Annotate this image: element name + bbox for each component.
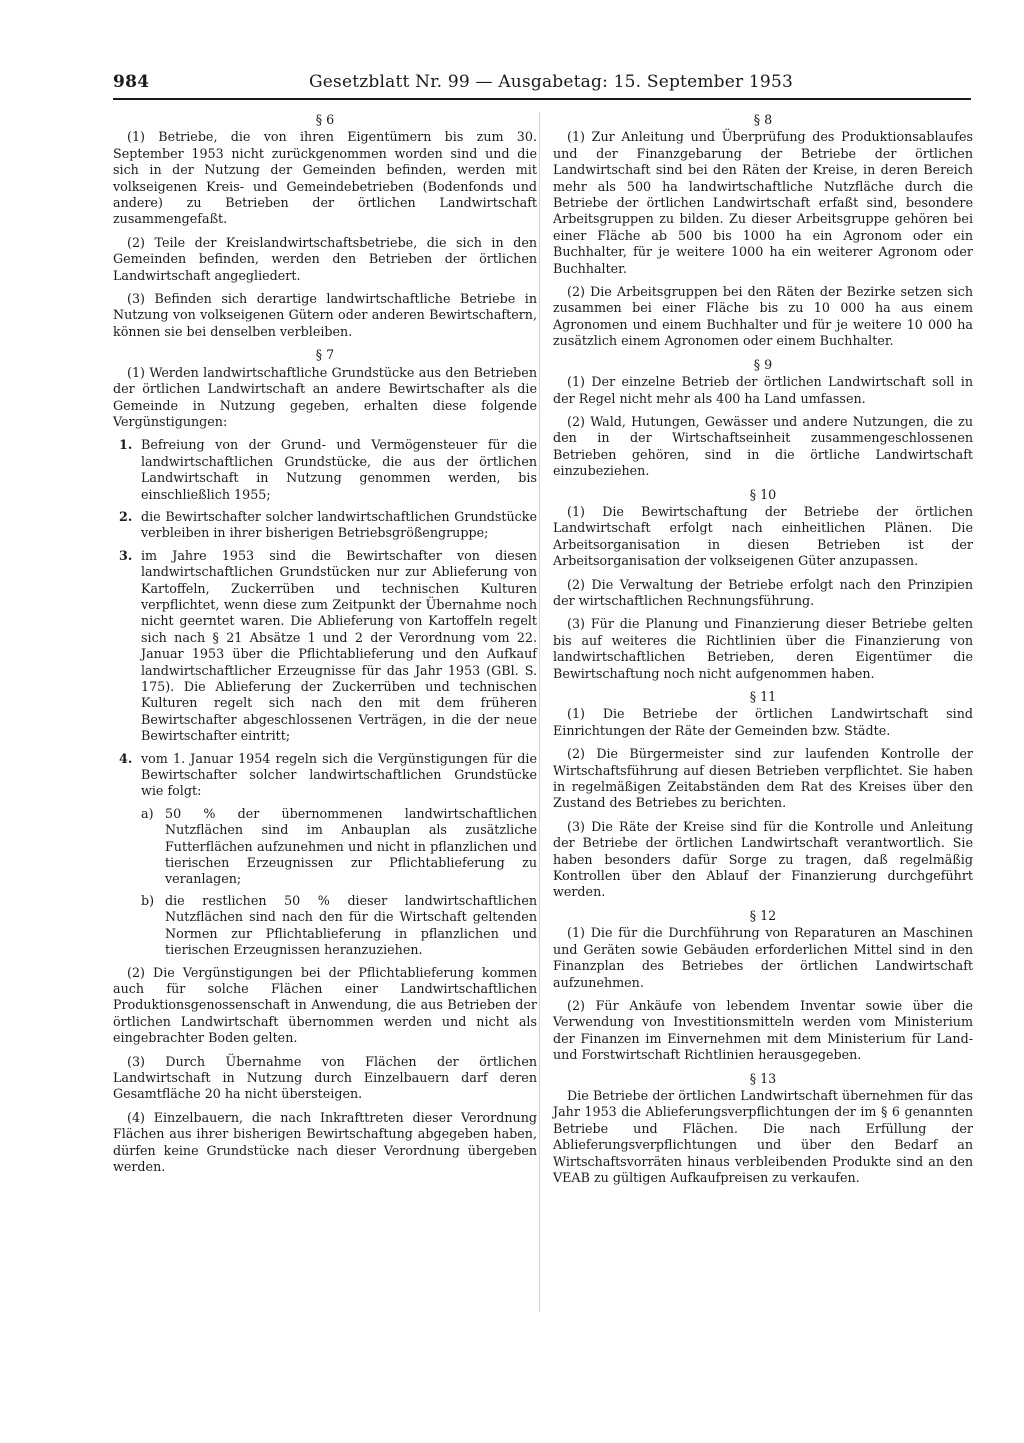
list-item-number: 3. [119,547,133,563]
paragraph: (1) Die für die Durchführung von Reparaturen an Maschinen und Geräten sowie Gebäuden erforderlichen Mittel sind in den Finanzplan des Betriebes der örtlichen Landwirtschaft aufzunehmen. [553,925,973,990]
left-column [113,112,537,1182]
section-heading: § 7 [315,347,335,363]
page-number: 984 [113,72,150,92]
sub-list-label: b) [141,892,155,908]
paragraph: (1) Die Betriebe der örtlichen Landwirtschaft sind Einrichtungen der Räte der Gemeinden bzw. Städte. [553,706,973,738]
list-item [113,509,537,542]
section-heading: § 13 [749,1070,777,1086]
paragraph: (2) Teile der Kreislandwirtschaftsbetriebe, die sich in den Gemeinden befinden, werden den Betrieben der örtlichen Landwirtschaft angegliedert. [113,234,537,283]
list-item-number: 1. [119,437,133,453]
paragraph: (3) Die Räte der Kreise sind für die Kontrolle und Anleitung der Betriebe der örtlichen Landwirtschaft verantwortlich. Sie haben besonders dafür Sorge zu tragen, daß regelmäßig Kontrollen über den Ablauf der Finanzierung durchgeführt werden. [553,818,973,900]
list-item-number: 4. [119,750,133,766]
sub-list-item [141,806,537,888]
section-heading: § 12 [749,907,777,923]
sub-list-item [141,893,537,959]
paragraph: (1) Betriebe, die von ihren Eigentümern bis zum 30. September 1953 nicht zurückgenommen worden sind und die sich in der Nutzung der Gemeinden befinden, werden mit volkseigenen Kreis- und Gemeindebetrieben (Bodenfonds und andere) zu Betrieben der örtlichen Landwirtschaft zusammengefaßt. [113,129,537,227]
paragraph: (3) Durch Übernahme von Flächen der örtlichen Landwirtschaft in Nutzung durch Einzelbauern darf deren Gesamtfläche 20 ha nicht übersteigen. [113,1053,537,1102]
paragraph: (1) Die Bewirtschaftung der Betriebe der örtlichen Landwirtschaft erfolgt nach einheitlichen Plänen. Die Arbeitsorganisation in diesen Betrieben ist der Arbeitsorganisation der volkseigenen Güter anzupassen. [553,503,973,569]
paragraph: (2) Die Arbeitsgruppen bei den Räten der Bezirke setzen sich zusammen bei einer Fläche bis zu 10 000 ha aus einem Agronomen und einem Buchhalter und für je weitere 10 000 ha zusätzlich einem Agronomen oder einem Buchhalter. [553,284,973,349]
list-item-text: im Jahre 1953 sind die Bewirtschafter von diesen landwirtschaftlichen Grundstücken nur zur Ablieferung von Kartoffeln, Zuckerrüben und technischen Kulturen verpflichtet, wenn diese zum Zeitpunkt der Übernahme noch nicht geerntet waren. Die Ablieferung von Kartoffeln regelt sich nach § 21 Absätze 1 und 2 der Verordnung vom 22. Januar 1953 über die Pflichtablieferung und den Aufkauf landwirtschaftlicher Erzeugnisse für das Jahr 1953 (GBl. S. 175). Die Ablieferung der Zuckerrüben und technischen Kulturen regelt sich nach den mit dem früheren Bewirtschafter abgeschlossenen Verträgen, in die der neue Bewirtschafter eintritt; [141,547,537,744]
column-divider [539,112,540,1312]
page-header [113,72,971,100]
paragraph: (2) Für Ankäufe von lebendem Inventar sowie über die Verwendung von Investitionsmitteln werden vom Ministerium der Finanzen im Einvernehmen mit dem Ministerium für Land- und Forstwirtschaft Richtlinien herausgegeben. [553,997,973,1063]
right-column [553,112,973,1193]
gazette-title: Gesetzblatt Nr. 99 — Ausgabetag: 15. September 1953 [309,72,793,92]
list-item [113,751,537,959]
paragraph: (1) Werden landwirtschaftliche Grundstücke aus den Betrieben der örtlichen Landwirtschaft an andere Bewirtschafter als die Gemeinde in Nutzung gegeben, erhalten diese folgende Vergünstigungen: [113,364,537,429]
paragraph: (1) Der einzelne Betrieb der örtlichen Landwirtschaft soll in der Regel nicht mehr als 400 ha Land umfassen. [553,374,973,406]
paragraph: (3) Befinden sich derartige landwirtschaftliche Betriebe in Nutzung von volkseigenen Gütern oder anderen Bewirtschaftern, können sie bei denselben verbleiben. [113,291,537,339]
benefits-list [113,437,537,958]
section-heading: § 9 [753,356,773,372]
paragraph: (1) Zur Anleitung und Überprüfung des Produktionsablaufes und der Finanzgebarung der Betriebe der örtlichen Landwirtschaft sind bei den Räten der Kreise, in deren Bereich mehr als 500 ha landwirtschaftliche Nutzfläche durch die Betriebe der örtlichen Landwirtschaft erfaßt sind, besondere Arbeitsgruppen zu bilden. Zu dieser Arbeitsgruppe gehören bei einer Fläche ab 500 bis 1000 ha ein Agronom oder ein Buchhalter, für je weitere 1000 ha ein weiterer Agronom oder Buchhalter. [553,129,973,276]
list-item-number: 2. [119,508,133,524]
paragraph: (2) Die Verwaltung der Betriebe erfolgt nach den Prinzipien der wirtschaftlichen Rechnungsführung. [553,576,973,608]
section-heading: § 10 [749,486,777,502]
section-heading: § 6 [315,112,335,127]
sub-list-text: 50 % der übernommenen landwirtschaftlichen Nutzflächen sind im Anbauplan als zusätzliche Futterflächen aufzunehmen und nicht in pflanzlichen und tierischen Erzeugnissen zur Pflichtablieferung zu veranlagen; [165,805,537,887]
list-item [113,548,537,745]
sub-list-text: die restlichen 50 % dieser landwirtschaftlichen Nutzflächen sind nach den für die Wirtschaft geltenden Normen zur Pflichtablieferung in pflanzlichen und tierischen Erzeugnissen heranzuziehen. [165,892,537,958]
paragraph: (4) Einzelbauern, die nach Inkrafttreten dieser Verordnung Flächen aus ihrer bisherigen Bewirtschaftung abgegeben haben, dürfen keine Grundstücke nach dieser Verordnung übergeben werden. [113,1109,537,1174]
sub-list [141,806,537,959]
section-heading: § 8 [753,112,773,127]
list-item-text: vom 1. Januar 1954 regeln sich die Vergünstigungen für die Bewirtschafter solcher landwirtschaftlichen Grundstücke wie folgt: [141,750,537,799]
list-item-text: Befreiung von der Grund- und Vermögensteuer für die landwirtschaftlichen Grundstücke, die aus der örtlichen Landwirtschaft in Nutzung genommen werden, bis einschließlich 1955; [141,437,537,502]
paragraph: (2) Wald, Hutungen, Gewässer und andere Nutzungen, die zu den in der Wirtschaftseinheit zusammengeschlossenen Betrieben gehören, sind in die örtliche Landwirtschaft einzubeziehen. [553,413,973,479]
sub-list-label: a) [141,805,154,821]
list-item-text: die Bewirtschafter solcher landwirtschaftlichen Grundstücke verbleiben in ihrer bisherigen Betriebsgrößengruppe; [141,508,537,541]
section-heading: § 11 [749,689,777,704]
paragraph: (3) Für die Planung und Finanzierung dieser Betriebe gelten bis auf weiteres die Richtlinien über die Finanzierung von landwirtschaftlichen Betrieben, deren Eigentümer die Bewirtschaftung noch nicht aufgenommen haben. [553,616,973,681]
list-item [113,437,537,503]
paragraph: Die Betriebe der örtlichen Landwirtschaft übernehmen für das Jahr 1953 die Ablieferungsverpflichtungen der im § 6 genannten Betriebe und Flächen. Die nach Erfüllung der Ablieferungsverpflichtungen und über den Bedarf an Wirtschaftsvorräten hinaus verbleibenden Produkte sind an den VEAB zu gültigen Aufkaufpreisen zu verkaufen. [553,1087,973,1185]
paragraph: (2) Die Bürgermeister sind zur laufenden Kontrolle der Wirtschaftsführung auf diesen Betrieben verpflichtet. Sie haben in regelmäßigen Zeitabständen dem Rat des Kreises über den Zustand des Betriebes zu berichten. [553,746,973,811]
paragraph: (2) Die Vergünstigungen bei der Pflichtablieferung kommen auch für solche Flächen einer Landwirtschaftlichen Produktionsgenossenschaft in Anwendung, die aus Betrieben der örtlichen Landwirtschaft übernommen werden und nicht als eingebrachter Boden gelten. [113,964,537,1046]
